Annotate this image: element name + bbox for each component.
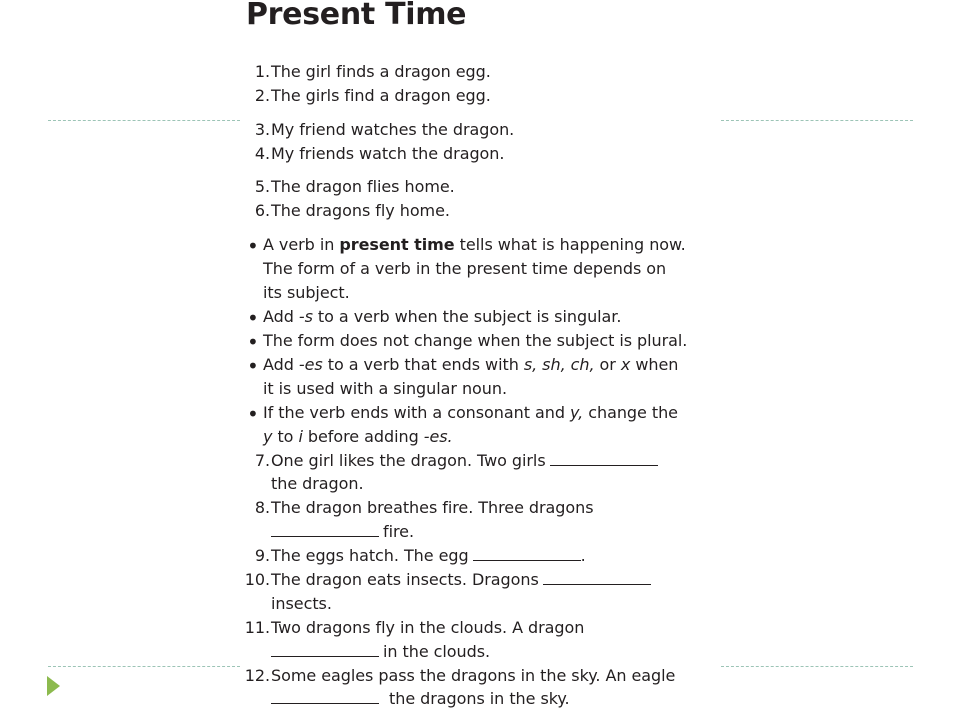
rule-1-line-3: its subject. xyxy=(263,283,350,302)
exercise-number: 11. xyxy=(244,618,270,637)
top-left-dashed-divider xyxy=(48,120,240,121)
exercise-11-continued xyxy=(271,642,490,662)
exercise-text: One girl likes the dragon. Two girls xyxy=(271,451,546,470)
example-number: 4. xyxy=(254,144,270,163)
exercise-text: fire. xyxy=(383,522,414,541)
exercise-9 xyxy=(244,546,586,566)
example-text: My friend watches the dragon. xyxy=(271,120,515,139)
example-number: 1. xyxy=(254,62,270,81)
exercise-number: 8. xyxy=(254,498,270,517)
rule-text: when xyxy=(630,355,679,374)
page-title: Present Time xyxy=(246,0,467,32)
bullet-icon: • xyxy=(247,306,259,330)
exercise-text: The dragon breathes fire. Three dragons xyxy=(271,498,594,517)
exercise-10-continued: insects. xyxy=(271,594,332,613)
example-5 xyxy=(244,177,455,197)
bottom-left-dashed-divider xyxy=(48,666,240,667)
rule-text: to a verb that ends with xyxy=(322,355,524,374)
bullet-icon: • xyxy=(247,234,259,258)
exercise-number: 12. xyxy=(244,666,270,685)
top-right-dashed-divider xyxy=(721,120,913,121)
example-text: The dragons fly home. xyxy=(271,201,450,220)
answer-blank[interactable] xyxy=(271,642,379,657)
example-text: The girl finds a dragon egg. xyxy=(271,62,491,81)
example-number: 5. xyxy=(254,177,270,196)
rule-text: If the verb ends with a consonant and xyxy=(263,403,570,422)
rule-letters: s, sh, ch, xyxy=(523,355,595,374)
exercise-text: . xyxy=(580,546,586,565)
exercise-text: The dragon eats insects. Dragons xyxy=(271,570,539,589)
rule-4-line-1 xyxy=(263,355,678,375)
example-number: 3. xyxy=(254,120,270,139)
example-4 xyxy=(244,144,504,164)
example-number: 2. xyxy=(254,86,270,105)
rule-letters: y xyxy=(263,427,273,446)
rule-letters: i xyxy=(298,427,303,446)
rule-4-line-2: it is used with a singular noun. xyxy=(263,379,507,398)
exercise-12-continued xyxy=(271,689,570,709)
rule-text: Add xyxy=(263,355,299,374)
exercise-number: 10. xyxy=(244,570,270,589)
example-text: The dragon flies home. xyxy=(271,177,455,196)
rule-suffix: -s xyxy=(298,307,313,326)
rule-text: A verb in xyxy=(263,235,340,254)
example-text: The girls find a dragon egg. xyxy=(271,86,491,105)
answer-blank[interactable] xyxy=(271,522,379,537)
exercise-11 xyxy=(244,618,584,638)
rule-1-line-2: The form of a verb in the present time depends on xyxy=(263,259,667,278)
rule-letters: y, xyxy=(569,403,584,422)
rule-text: Add xyxy=(263,307,299,326)
example-2 xyxy=(244,86,491,106)
rule-suffix: -es xyxy=(298,355,323,374)
rule-2 xyxy=(263,307,621,327)
answer-blank[interactable] xyxy=(473,546,581,561)
exercise-text: in the clouds. xyxy=(383,642,491,661)
exercise-text: The eggs hatch. The egg xyxy=(271,546,469,565)
answer-blank[interactable] xyxy=(271,689,379,704)
rule-text: or xyxy=(594,355,621,374)
exercise-8 xyxy=(244,498,594,518)
rule-1-line-1 xyxy=(263,235,686,255)
rule-3: The form does not change when the subject is plural. xyxy=(263,331,688,350)
exercise-7-continued: the dragon. xyxy=(271,474,364,493)
exercise-number: 7. xyxy=(254,451,270,470)
rule-text: tells what is happening now. xyxy=(454,235,686,254)
exercise-text: Some eagles pass the dragons in the sky. An eagle xyxy=(271,666,676,685)
exercise-12 xyxy=(244,666,675,686)
rule-letters: x xyxy=(620,355,631,374)
exercise-number: 9. xyxy=(254,546,270,565)
rule-5-line-1 xyxy=(263,403,678,423)
rule-suffix: -es. xyxy=(423,427,453,446)
rule-text: before adding xyxy=(302,427,424,446)
answer-blank[interactable] xyxy=(543,570,651,585)
exercise-text: the dragons in the sky. xyxy=(389,689,570,708)
answer-blank[interactable] xyxy=(550,451,658,466)
slide-bullet-arrow-icon xyxy=(47,676,60,696)
rule-term: present time xyxy=(339,235,455,254)
rule-text: change the xyxy=(583,403,678,422)
bullet-icon: • xyxy=(247,402,259,426)
example-1 xyxy=(244,62,491,82)
bullet-icon: • xyxy=(247,330,259,354)
example-3 xyxy=(244,120,514,140)
exercise-8-continued xyxy=(271,522,414,542)
exercise-7 xyxy=(244,451,658,471)
rule-text: to xyxy=(272,427,299,446)
bottom-right-dashed-divider xyxy=(721,666,913,667)
bullet-icon: • xyxy=(247,354,259,378)
example-6 xyxy=(244,201,450,221)
rule-5-line-2 xyxy=(263,427,453,447)
rule-text: to a verb when the subject is singular. xyxy=(312,307,622,326)
example-number: 6. xyxy=(254,201,270,220)
exercise-10 xyxy=(244,570,651,590)
exercise-text: Two dragons fly in the clouds. A dragon xyxy=(271,618,585,637)
example-text: My friends watch the dragon. xyxy=(271,144,505,163)
